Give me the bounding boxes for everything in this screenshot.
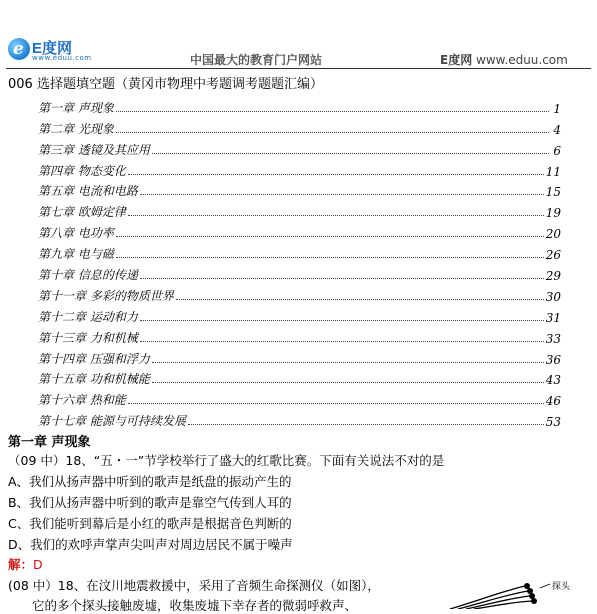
toc-entry-label: 第七章 欧姆定律	[38, 205, 126, 220]
toc-entry-label: 第十四章 压强和浮力	[38, 351, 150, 366]
question-stem: （09 中）18、“五・一”节学校举行了盛大的红歌比赛。下面有关说法不对的是	[8, 453, 445, 468]
toc-entry[interactable]	[38, 95, 561, 116]
probe-figure	[440, 578, 590, 609]
toc-entry[interactable]	[38, 241, 561, 262]
logo-e-icon: e	[8, 38, 30, 60]
toc-entry[interactable]	[38, 262, 561, 283]
header-divider	[6, 68, 591, 69]
header-slogan: 中国最大的教育门户网站	[190, 53, 323, 67]
option-c: C、我们能听到幕后是小红的歌声是根据音色判断的	[8, 516, 292, 531]
option-b: B、我们从扬声器中听到的歌声是靠空气传到人耳的	[8, 495, 292, 510]
toc-entry-page: 19	[545, 206, 561, 221]
answer-label: 解：	[8, 557, 34, 572]
toc-entry-page: 53	[545, 415, 561, 430]
toc-entry[interactable]	[38, 408, 561, 429]
toc-entry-label: 第十一章 多彩的物质世界	[38, 288, 174, 303]
page-header	[0, 0, 597, 70]
figure-label: 探头	[552, 582, 571, 592]
toc-entry-label: 第十七章 能源与可持续发展	[38, 414, 186, 429]
toc-leader	[116, 257, 544, 258]
toc-entry-page: 33	[545, 331, 561, 346]
toc-leader	[116, 132, 549, 133]
toc-leader	[188, 424, 544, 425]
life-detector-diagram	[440, 578, 590, 609]
toc-entry-page: 30	[545, 289, 561, 304]
toc-leader	[116, 236, 544, 237]
toc-entry-page: 11	[545, 164, 561, 179]
toc-leader	[140, 341, 544, 342]
logo-text: E度网	[32, 40, 73, 57]
toc-entry-label: 第十二章 运动和力	[38, 309, 138, 324]
toc-entry-page: 46	[545, 394, 561, 409]
toc-entry-label: 第九章 电与磁	[38, 247, 114, 262]
toc-entry-label: 第十六章 热和能	[38, 393, 126, 408]
toc-entry[interactable]	[38, 325, 561, 346]
toc-entry[interactable]	[38, 367, 561, 388]
toc-entry-page: 1	[553, 101, 561, 116]
toc-entry-label: 第十三章 力和机械	[38, 330, 138, 345]
toc-entry[interactable]	[38, 199, 561, 220]
header-site-url: www.eduu.com	[476, 53, 568, 67]
toc-leader	[128, 174, 544, 175]
toc-entry-label: 第四章 物态变化	[38, 163, 126, 178]
table-of-contents	[38, 95, 561, 429]
toc-entry[interactable]	[38, 387, 561, 408]
header-site[interactable]	[440, 51, 568, 68]
toc-leader	[140, 320, 544, 321]
toc-entry[interactable]	[38, 116, 561, 137]
toc-leader	[128, 215, 544, 216]
document-title: 006 选择题填空题（黄冈市物理中考题调考题题汇编）	[8, 77, 323, 92]
toc-leader	[128, 403, 544, 404]
toc-entry[interactable]	[38, 304, 561, 325]
question-stem-2-line2: 它的多个探头接触废墟，收集废墟下幸存者的微弱呼救声、	[32, 598, 358, 613]
toc-entry[interactable]	[38, 283, 561, 304]
option-a: A、我们从扬声器中听到的歌声是纸盘的振动产生的	[8, 474, 292, 489]
toc-entry-label: 第十章 信息的传递	[38, 268, 138, 283]
toc-leader	[152, 362, 544, 363]
answer-line	[8, 555, 43, 573]
toc-entry[interactable]	[38, 179, 561, 200]
toc-leader	[152, 382, 544, 383]
toc-entry-page: 15	[545, 185, 561, 200]
toc-entry-label: 第八章 电功率	[38, 226, 114, 241]
option-d: D、我们的欢呼声掌声尖叫声对周边居民不属于噪声	[8, 537, 293, 552]
header-site-prefix: E度网	[440, 53, 473, 67]
toc-entry[interactable]	[38, 220, 561, 241]
toc-entry-page: 26	[545, 248, 561, 263]
eduu-logo[interactable]	[6, 34, 92, 64]
toc-entry-label: 第五章 电流和电路	[38, 184, 138, 199]
toc-leader	[176, 299, 544, 300]
toc-entry-label: 第二章 光现象	[38, 121, 114, 136]
toc-leader	[140, 194, 544, 195]
toc-entry-page: 36	[545, 352, 561, 367]
toc-entry-page: 6	[553, 143, 561, 158]
toc-leader	[140, 278, 544, 279]
chapter-heading: 第一章 声现象	[8, 435, 91, 450]
toc-leader	[116, 111, 549, 112]
toc-entry-page: 20	[545, 227, 561, 242]
toc-entry-label: 第十五章 功和机械能	[38, 372, 150, 387]
toc-entry-label: 第三章 透镜及其应用	[38, 142, 150, 157]
logo-url: www.eduu.com	[32, 54, 92, 62]
question-stem-2: (08 中）18、在汶川地震救援中，采用了音频生命探测仪（如图），	[8, 578, 380, 593]
toc-entry-page: 29	[545, 269, 561, 284]
toc-entry[interactable]	[38, 346, 561, 367]
toc-entry-page: 31	[545, 310, 561, 325]
toc-entry[interactable]	[38, 158, 561, 179]
toc-entry-page: 43	[545, 373, 561, 388]
toc-entry-label: 第一章 声现象	[38, 100, 114, 115]
toc-entry-page: 4	[553, 122, 561, 137]
answer-value: D	[33, 557, 43, 572]
toc-leader	[152, 153, 549, 154]
toc-entry[interactable]	[38, 137, 561, 158]
